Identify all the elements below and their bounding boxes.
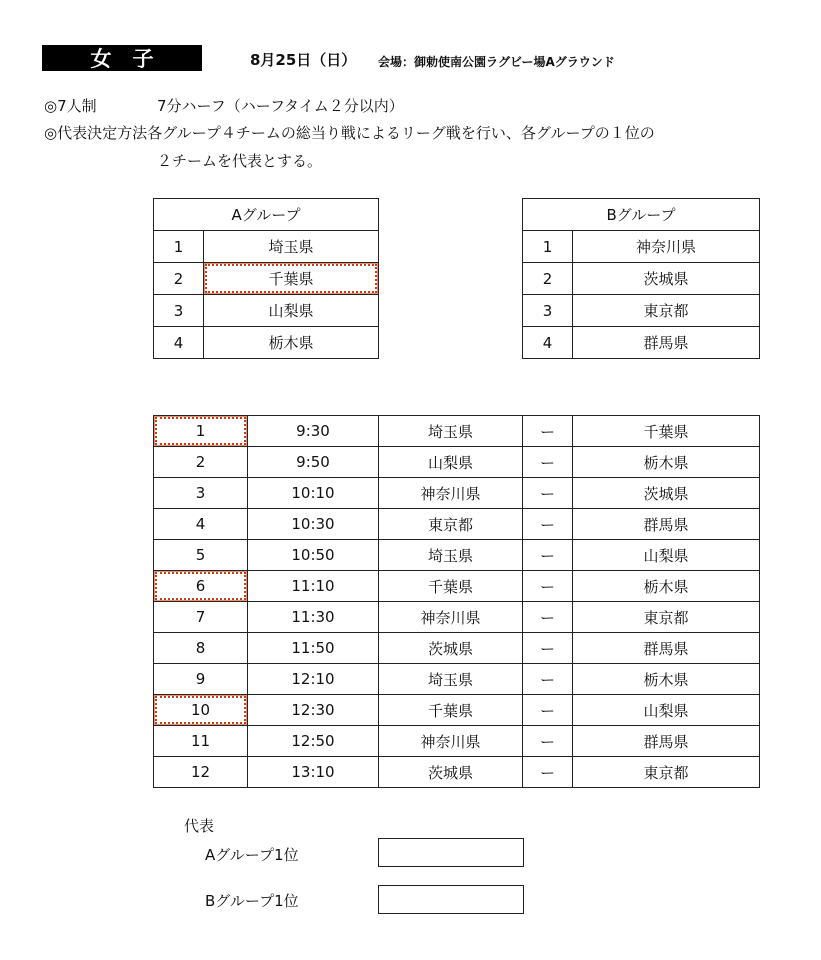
rule-selection-method-cont: ２チームを代表とする。 — [157, 152, 323, 170]
match-away-team: 山梨県 — [573, 695, 760, 726]
match-number: 11 — [154, 726, 248, 757]
event-date: 8月25日（日） — [250, 51, 357, 69]
match-separator: ー — [523, 540, 573, 571]
match-number: 9 — [154, 664, 248, 695]
match-home-team: 神奈川県 — [379, 726, 523, 757]
group-b-team-name: 茨城県 — [573, 263, 760, 295]
group-a-team-number: 2 — [154, 263, 204, 295]
match-schedule-body — [154, 416, 760, 788]
group-a-team-number: 3 — [154, 295, 204, 327]
match-number: 7 — [154, 602, 248, 633]
group-a-winner-label: Aグループ1位 — [205, 846, 299, 864]
group-b-header-row — [523, 199, 760, 231]
match-time: 11:30 — [248, 602, 379, 633]
group-a-winner-field[interactable] — [378, 838, 524, 867]
match-row — [154, 478, 760, 509]
match-home-team: 千葉県 — [379, 695, 523, 726]
match-home-team: 埼玉県 — [379, 664, 523, 695]
group-b-title: Bグループ — [523, 199, 760, 231]
match-separator: ー — [523, 478, 573, 509]
group-a-team-number: 1 — [154, 231, 204, 263]
group-b-table — [522, 198, 760, 359]
match-separator: ー — [523, 447, 573, 478]
match-row — [154, 509, 760, 540]
event-venue: 会場：御勅使南公園ラグビー場Aグラウンド — [378, 55, 615, 69]
group-a-team-row — [154, 263, 379, 295]
match-time: 10:30 — [248, 509, 379, 540]
match-separator: ー — [523, 633, 573, 664]
group-a-team-name: 千葉県 — [204, 263, 379, 295]
match-number: 10 — [154, 695, 248, 726]
match-away-team: 群馬県 — [573, 633, 760, 664]
group-a-team-name: 埼玉県 — [204, 231, 379, 263]
group-b-team-name: 神奈川県 — [573, 231, 760, 263]
match-time: 11:10 — [248, 571, 379, 602]
match-home-team: 神奈川県 — [379, 602, 523, 633]
match-home-team: 山梨県 — [379, 447, 523, 478]
match-away-team: 山梨県 — [573, 540, 760, 571]
match-time: 9:30 — [248, 416, 379, 447]
group-a-team-name: 栃木県 — [204, 327, 379, 359]
rule-format-label: ◎7人制 — [44, 97, 97, 115]
match-away-team: 栃木県 — [573, 664, 760, 695]
group-b-team-name: 東京都 — [573, 295, 760, 327]
match-away-team: 群馬県 — [573, 726, 760, 757]
match-separator: ー — [523, 416, 573, 447]
match-separator: ー — [523, 695, 573, 726]
group-a-team-row — [154, 231, 379, 263]
match-row — [154, 695, 760, 726]
match-time: 10:50 — [248, 540, 379, 571]
match-time: 12:10 — [248, 664, 379, 695]
group-a-team-number: 4 — [154, 327, 204, 359]
group-b-team-row — [523, 231, 760, 263]
group-a-team-name: 山梨県 — [204, 295, 379, 327]
match-away-team: 千葉県 — [573, 416, 760, 447]
group-b-winner-label: Bグループ1位 — [205, 892, 299, 910]
match-time: 11:50 — [248, 633, 379, 664]
match-away-team: 栃木県 — [573, 571, 760, 602]
match-home-team: 埼玉県 — [379, 416, 523, 447]
match-time: 10:10 — [248, 478, 379, 509]
match-away-team: 東京都 — [573, 757, 760, 788]
match-number: 4 — [154, 509, 248, 540]
match-away-team: 茨城県 — [573, 478, 760, 509]
match-separator: ー — [523, 602, 573, 633]
match-row — [154, 602, 760, 633]
match-row — [154, 447, 760, 478]
match-separator: ー — [523, 571, 573, 602]
match-row — [154, 416, 760, 447]
group-b-team-number: 3 — [523, 295, 573, 327]
match-number: 3 — [154, 478, 248, 509]
group-b-team-row — [523, 295, 760, 327]
match-schedule-table — [153, 415, 760, 788]
group-b-body — [523, 199, 760, 359]
match-row — [154, 540, 760, 571]
match-home-team: 茨城県 — [379, 633, 523, 664]
group-b-team-name: 群馬県 — [573, 327, 760, 359]
rule-selection-method: ◎代表決定方法各グループ４チームの総当り戦によるリーグ戦を行い、各グループの１位の — [44, 124, 655, 142]
match-time: 9:50 — [248, 447, 379, 478]
match-separator: ー — [523, 726, 573, 757]
group-b-team-number: 2 — [523, 263, 573, 295]
match-row — [154, 757, 760, 788]
match-separator: ー — [523, 757, 573, 788]
match-home-team: 千葉県 — [379, 571, 523, 602]
match-separator: ー — [523, 664, 573, 695]
match-row — [154, 633, 760, 664]
match-number: 5 — [154, 540, 248, 571]
match-row — [154, 726, 760, 757]
group-b-winner-field[interactable] — [378, 885, 524, 914]
title-banner — [42, 45, 202, 71]
title-text: 女 子 — [90, 47, 154, 71]
group-a-body — [154, 199, 379, 359]
match-separator: ー — [523, 509, 573, 540]
group-b-team-number: 4 — [523, 327, 573, 359]
match-away-team: 栃木県 — [573, 447, 760, 478]
match-home-team: 埼玉県 — [379, 540, 523, 571]
match-time: 12:30 — [248, 695, 379, 726]
group-a-team-row — [154, 327, 379, 359]
group-b-team-row — [523, 263, 760, 295]
match-number: 12 — [154, 757, 248, 788]
match-number: 6 — [154, 571, 248, 602]
group-a-header-row — [154, 199, 379, 231]
match-number: 1 — [154, 416, 248, 447]
match-home-team: 神奈川県 — [379, 478, 523, 509]
representatives-label: 代表 — [184, 817, 215, 835]
match-row — [154, 664, 760, 695]
group-b-team-row — [523, 327, 760, 359]
match-time: 12:50 — [248, 726, 379, 757]
match-number: 8 — [154, 633, 248, 664]
match-time: 13:10 — [248, 757, 379, 788]
group-a-table — [153, 198, 379, 359]
match-number: 2 — [154, 447, 248, 478]
match-home-team: 茨城県 — [379, 757, 523, 788]
group-a-team-row — [154, 295, 379, 327]
group-b-team-number: 1 — [523, 231, 573, 263]
rule-format-value: 7分ハーフ（ハーフタイム２分以内） — [157, 97, 404, 115]
match-home-team: 東京都 — [379, 509, 523, 540]
group-a-title: Aグループ — [154, 199, 379, 231]
match-row — [154, 571, 760, 602]
match-away-team: 東京都 — [573, 602, 760, 633]
match-away-team: 群馬県 — [573, 509, 760, 540]
